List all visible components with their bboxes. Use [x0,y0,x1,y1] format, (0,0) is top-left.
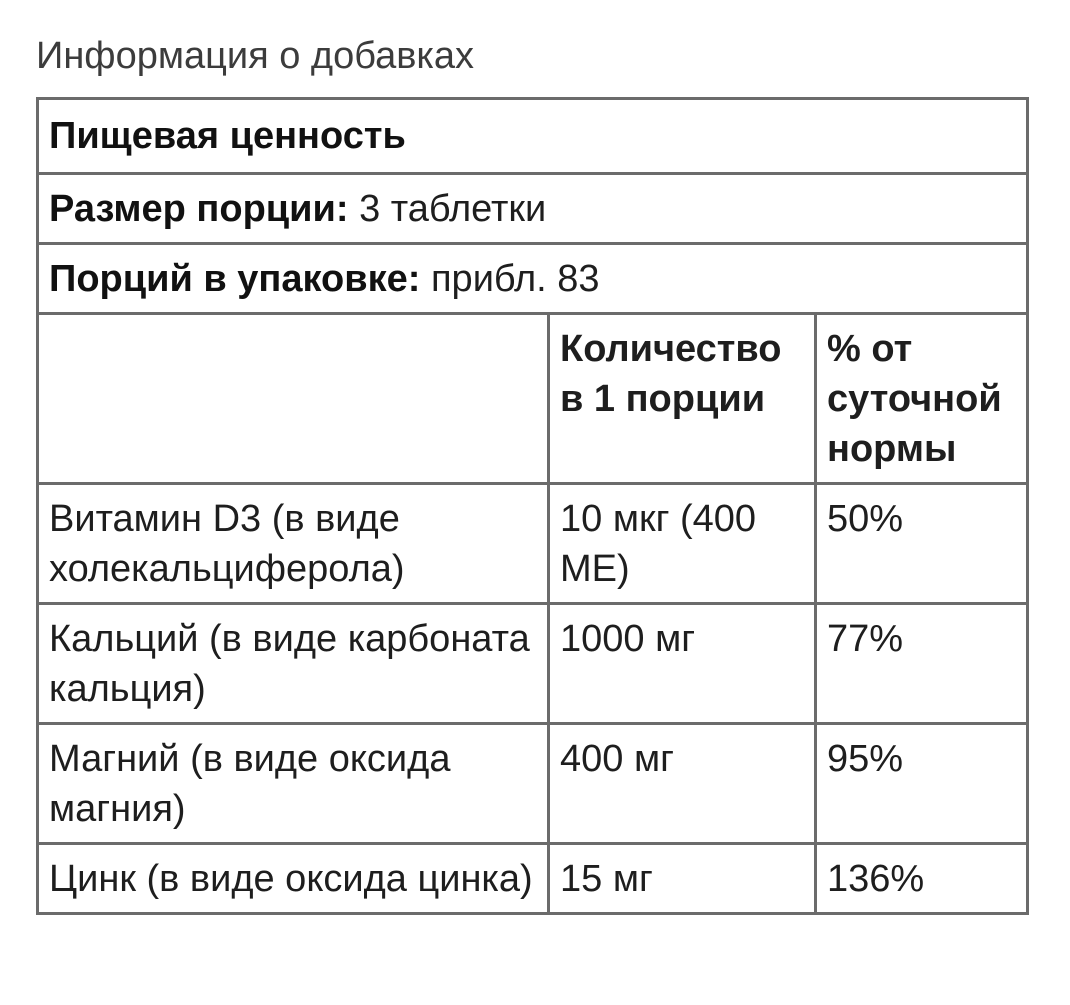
servings-per-container-value: прибл. 83 [430,258,600,300]
serving-size-cell [38,174,1028,244]
facts-title: Пищевая ценность [49,115,406,157]
table-row [38,844,1028,914]
table-row [38,724,1028,844]
table-row [38,604,1028,724]
nutrient-daily-value: 136% [816,844,1028,914]
nutrient-name: Цинк (в виде оксида цинка) [38,844,549,914]
serving-size-row [38,174,1028,244]
column-header-nutrient [38,314,549,484]
supplement-facts-table [36,97,1029,915]
nutrient-name: Витамин D3 (в виде холекальциферола) [38,484,549,604]
servings-per-container-label: Порций в упаковке: [49,258,421,300]
nutrient-name: Кальций (в виде карбоната кальция) [38,604,549,724]
servings-per-container-row [38,244,1028,314]
column-header-amount: Количество в 1 порции [549,314,816,484]
nutrient-amount: 400 мг [549,724,816,844]
facts-title-cell [38,99,1028,174]
serving-size-value: 3 таблетки [359,188,547,230]
nutrient-daily-value: 95% [816,724,1028,844]
nutrient-daily-value: 50% [816,484,1028,604]
page-title: Информация о добавках [36,35,475,77]
nutrient-amount: 1000 мг [549,604,816,724]
facts-title-row [38,99,1028,174]
serving-size-label: Размер порции: [49,188,349,230]
nutrient-daily-value: 77% [816,604,1028,724]
nutrient-amount: 10 мкг (400 МЕ) [549,484,816,604]
servings-per-container-cell [38,244,1028,314]
nutrient-name: Магний (в виде оксида магния) [38,724,549,844]
nutrient-amount: 15 мг [549,844,816,914]
column-header-daily-value: % от суточной нормы [816,314,1028,484]
column-header-row [38,314,1028,484]
table-row [38,484,1028,604]
